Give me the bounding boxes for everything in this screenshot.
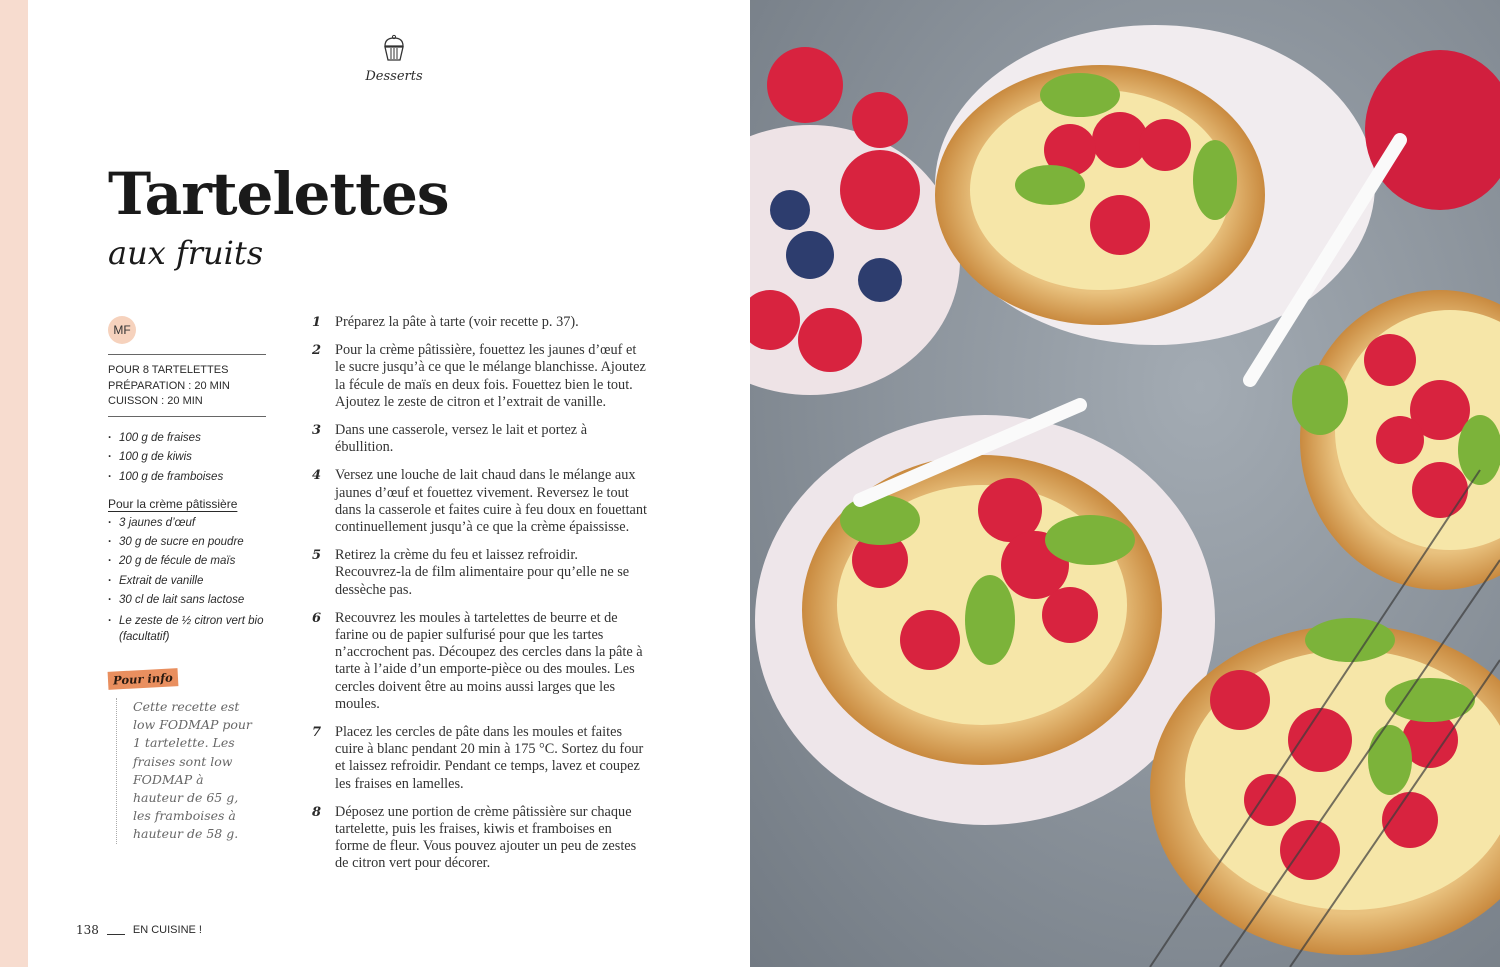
prep-time: PRÉPARATION : 20 MIN [108,379,230,392]
recipe-title: Tartelettes [108,160,449,228]
ingredient: · Le zeste de ½ citron vert bio (facultatif) [108,610,268,645]
cream-subheading: Pour la crème pâtissière [108,497,238,511]
mf-badge: MF [108,316,136,344]
ingredient: · 20 g de fécule de maïs [108,552,278,571]
ingredient: · 100 g de framboises [108,468,278,487]
info-label: Pour info [108,668,179,690]
step: 8 Déposez une portion de crème pâtissière sur chaque tartelette, puis les fraises, kiwis et framboises en forme de fleur. Vous pouvez ajouter un peu de zestes de citron vert pour décorer. [312,803,637,872]
ingredient: · 3 jaunes d’œuf [108,514,278,533]
recipe-meta [108,354,266,417]
category-label: Desserts [365,69,423,84]
divider [107,934,125,935]
ingredient: · 100 g de fraises [108,429,278,448]
info-text: Cette recette est low FODMAP pour 1 tartelette. Les fraises sont low FODMAP à hauteur de 65 g, les framboises à hauteur de 58 g. [116,698,256,844]
step: 1 Préparez la pâte à tarte (voir recette p. 37). [312,314,579,330]
recipe-subtitle: aux fruits [108,234,264,272]
cook-time: CUISSON : 20 MIN [108,395,203,407]
ingredient: · 30 g de sucre en poudre [108,533,278,552]
page-footer [76,923,202,937]
page-edge-strip [0,0,28,967]
cream-ingredient-list [108,514,278,645]
step: 4 Versez une louche de lait chaud dans le mélange aux jaunes d’œuf et fouettez vivement. Reversez le tout dans la casserole et faites cuire à feu doux en fouettant continuellement jusqu’à ce que la crème épaississe. [312,467,648,536]
step: 3 Dans une casserole, versez le lait et portez à ébullition. [312,422,588,456]
step: 5 Retirez la crème du feu et laissez refroidir. Recouvrez-la de film alimentaire pour qu’elle ne se dessèche pas. [312,547,630,598]
ingredient-list [108,429,278,487]
ingredient: · 100 g de kiwis [108,448,278,467]
ingredient: · 30 cl de lait sans lactose [108,591,278,610]
step: 2 Pour la crème pâtissière, fouettez les jaunes d’œuf et le sucre jusqu’à ce que le mélange blanchisse. Ajoutez la fécule de maïs en deux fois. Fouettez bien le tout. Ajoutez le zeste de citron et l’extrait de vanille. [312,342,646,410]
ingredient: · Extrait de vanille [108,572,278,591]
steps-list [312,314,652,884]
page-number: 138 [76,923,99,937]
servings: POUR 8 TARTELETTES [108,364,229,376]
recipe-page [28,0,750,967]
cupcake-icon [381,34,407,62]
section-name: EN CUISINE ! [132,924,202,936]
category-header [348,34,440,84]
step: 6 Recouvrez les moules à tartelettes de beurre et de farine ou de papier sulfurisé pour que les tartes n’accrochent pas. Découpez des cercles dans la pâte à tarte à l’aide d’un emporte-pièce ou des moules. Les cercles doivent être au moins aussi larges que les moules. [312,609,643,712]
step: 7 Placez les cercles de pâte dans les moules et faites cuire à blanc pendant 20 min à 175 °C. Sortez du four et laissez refroidir. Pendant ce temps, lavez et coupez les fraises en lamelles. [312,724,644,792]
tartlets-photo [750,0,1500,967]
